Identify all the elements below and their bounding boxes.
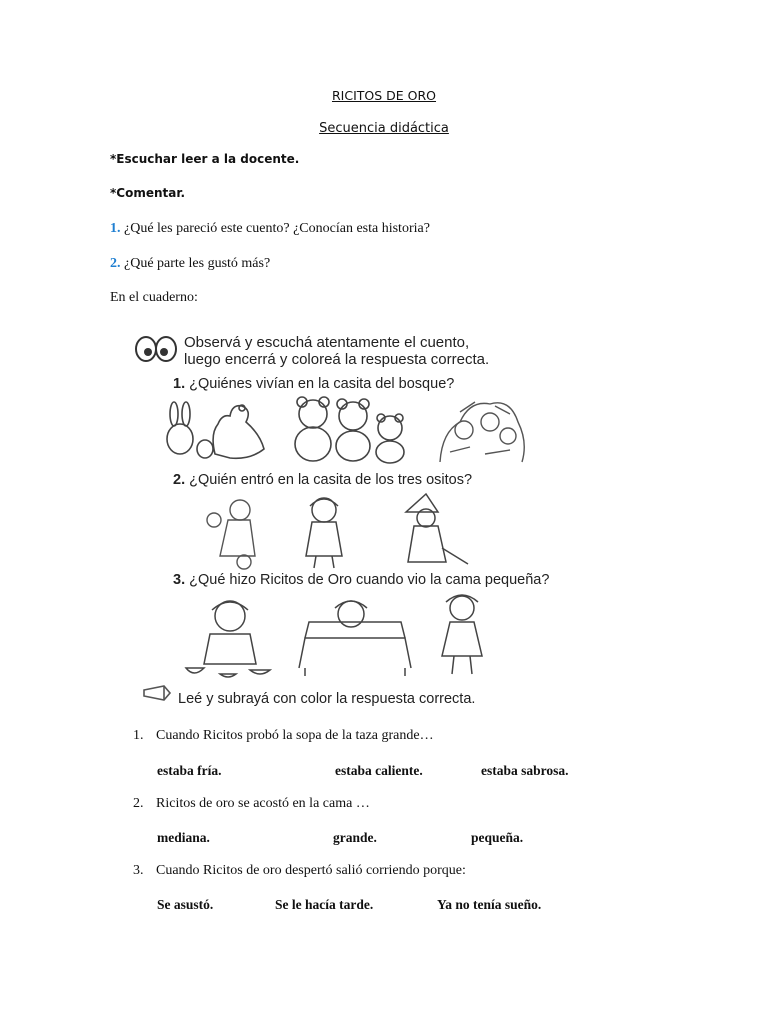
question-2-text: ¿Qué parte les gustó más?	[124, 256, 271, 271]
item-2-number: 2.	[133, 796, 144, 811]
worksheet-question-2	[173, 472, 472, 488]
item-1-option-3: estaba sabrosa.	[481, 763, 569, 778]
item-1-text: Cuando Ricitos probó la sopa de la taza grande…	[156, 728, 434, 743]
notebook-label: En el cuaderno:	[110, 290, 198, 305]
item-1-option-1: estaba fría.	[157, 763, 222, 778]
instruction-listen: *Escuchar leer a la docente.	[110, 152, 300, 166]
item-2-text: Ricitos de oro se acostó en la cama …	[156, 796, 370, 811]
page-title: RICITOS DE ORO	[331, 88, 437, 103]
item-3-option-2: Se le hacía tarde.	[275, 897, 374, 912]
red-riding-hood-drawing	[200, 496, 270, 570]
item-1-number: 1.	[133, 728, 144, 743]
item-3-number: 3.	[133, 863, 144, 878]
item-1-option-2: estaba caliente.	[335, 763, 423, 778]
girl-in-bed-drawing	[295, 598, 415, 678]
item-3-option-3: Ya no tenía sueño.	[437, 897, 542, 912]
page-subtitle: Secuencia didáctica	[319, 121, 449, 136]
worksheet-header	[184, 334, 489, 368]
worksheet-header-line1: Observá y escuchá atentamente el cuento,	[184, 334, 470, 351]
worksheet-q1-number: 1.	[173, 376, 186, 392]
girl-with-bowls-drawing	[180, 594, 278, 680]
worksheet-footer: Leé y subrayá con color la respuesta correcta.	[178, 691, 476, 707]
goldilocks-drawing	[292, 494, 356, 570]
witch-drawing	[386, 492, 470, 572]
worksheet-q2-number: 2.	[173, 472, 186, 488]
item-2-option-1: mediana.	[157, 830, 210, 845]
question-1-number: 1.	[110, 221, 121, 236]
item-3-text: Cuando Ricitos de oro despertó salió corriendo porque:	[156, 863, 466, 878]
dwarves-drawing	[430, 392, 530, 466]
worksheet-image	[130, 330, 560, 715]
worksheet-q3-number: 3.	[173, 572, 186, 588]
pencil-icon	[142, 682, 172, 704]
worksheet-q1-text: ¿Quiénes vivían en la casita del bosque?	[189, 376, 455, 392]
item-2-option-2: grande.	[333, 830, 377, 845]
item-3-option-1: Se asustó.	[157, 897, 214, 912]
worksheet-question-1	[173, 376, 454, 392]
animals-drawing	[160, 394, 280, 464]
question-2	[110, 256, 270, 272]
worksheet-q3-text: ¿Qué hizo Ricitos de Oro cuando vio la cama pequeña?	[189, 572, 550, 588]
girl-standing-drawing	[430, 592, 494, 678]
worksheet-header-line2: luego encerrá y coloreá la respuesta correcta.	[184, 351, 490, 368]
instruction-comment: *Comentar.	[110, 186, 186, 200]
worksheet-question-3	[173, 572, 549, 588]
question-1	[110, 221, 430, 237]
eyes-icon	[134, 334, 178, 364]
question-2-number: 2.	[110, 256, 121, 271]
item-2-option-3: pequeña.	[471, 830, 524, 845]
worksheet-q2-text: ¿Quién entró en la casita de los tres ositos?	[189, 472, 473, 488]
question-1-text: ¿Qué les pareció este cuento? ¿Conocían esta historia?	[124, 221, 430, 236]
three-bears-drawing	[288, 394, 418, 464]
